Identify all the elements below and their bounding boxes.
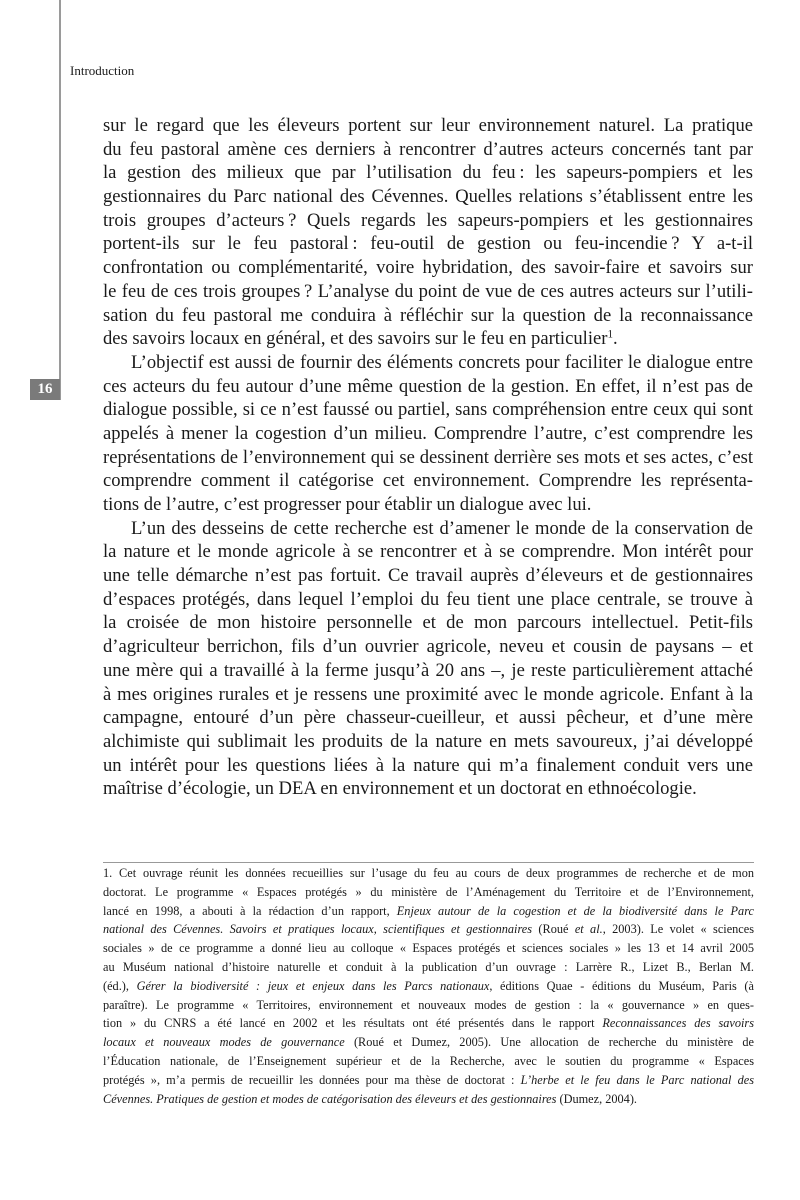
paragraph-line [103, 635, 753, 659]
text-run: comprendre comment il catégorise cet environnement. Comprendre les représenta- [103, 470, 753, 492]
footnote [103, 864, 754, 1108]
text-run: des savoirs locaux en général, et des savoirs sur le feu en particulier [103, 328, 608, 350]
footnote-line [103, 996, 754, 1015]
footnote-line [103, 1014, 754, 1033]
text-run: d’agriculteur berrichon, fils d’un ouvrier agricole, neveu et cousin de paysans – et [103, 636, 753, 658]
paragraph-line [103, 683, 753, 707]
text-run: la gestion des milieux que par l’utilisation du feu : les sapeurs-pompiers et les [103, 162, 753, 184]
footnote-line [103, 902, 754, 921]
text-run: un intérêt pour les questions liées à la nature qui m’a finalement conduit vers une [103, 754, 753, 776]
body-text [103, 114, 753, 801]
text-run: L’un des desseins de cette recherche est d’amener le monde de la conservation de [131, 517, 753, 539]
text-run: une telle démarche n’est pas fortuit. Ce travail auprès d’éleveurs et de gestionnaires [103, 565, 753, 587]
text-run: (Roué [532, 922, 575, 937]
text-run: alchimiste qui sublimait les produits de la nature en mets savoureux, j’ai développé [103, 730, 753, 752]
text-run: sur le regard que les éleveurs portent sur leur environnement naturel. La pratique [103, 115, 753, 136]
text-run: (Dumez, 2004). [556, 1091, 637, 1106]
footnote-line [103, 977, 754, 996]
paragraph-line [103, 375, 753, 399]
footnote-rule [103, 862, 754, 863]
text-run: trois groupes d’acteurs ? Quels regards les sapeurs-pompiers et les gestionnaires [103, 209, 753, 231]
paragraph-line [103, 588, 753, 612]
text-run: la nature et le monde agricole à se rencontrer et à se comprendre. Mon intérêt pour [103, 541, 753, 563]
text-run: du feu pastoral amène ces derniers à rencontrer d’autres acteurs concernés tant par [103, 138, 753, 160]
text-run: protégés », m’a permis de recueillir les données pour ma thèse de doctorat : [103, 1072, 521, 1087]
text-run: ces acteurs du feu autour d’une même question de la gestion. En effet, il n’est pas de [103, 375, 753, 397]
paragraph-line [103, 446, 753, 470]
paragraph-line [103, 777, 753, 801]
footnote-line [103, 939, 754, 958]
text-run: L’objectif est aussi de fournir des éléments concrets pour faciliter le dialogue entre [131, 351, 753, 373]
footnote-line [103, 920, 754, 939]
paragraph-line [103, 280, 753, 304]
text-run: sociales » de ce programme a donné lieu au colloque « Espaces protégés et sciences sociales » les 13 et 14 avril 2005 [103, 941, 754, 956]
text-run: maîtrise d’écologie, un DEA en environnement et un doctorat en ethnoécologie. [103, 778, 697, 800]
italic-text: et al. [574, 922, 603, 937]
paragraph-line [103, 185, 753, 209]
text-run: (éd.), [103, 978, 137, 993]
paragraph-line [103, 351, 753, 375]
footnote-line [103, 1090, 754, 1109]
paragraph-line [103, 422, 753, 446]
page-number-badge: 16 [30, 379, 60, 400]
paragraph-line [103, 754, 753, 778]
text-run: sation du feu pastoral me conduira à réfléchir sur la question de la reconnaissance [103, 304, 753, 326]
text-run: , 2003). Le volet « sciences [602, 922, 755, 937]
text-run: campagne, entouré d’un père chasseur-cueilleur, et aussi pêcheur, et d’une mère [103, 707, 753, 729]
text-run: une mère qui a travaillé à la ferme jusqu’à 20 ans –, je reste particulièrement attaché [103, 659, 753, 681]
footnote-line [103, 864, 754, 883]
text-run: représentations de l’environnement qui se dessinent derrière ses mots et ses actes, c’est [103, 446, 753, 468]
italic-text: Cévennes. Pratiques de gestion et modes de catégorisation des éleveurs et des gestionnaires [103, 1091, 557, 1106]
text-run: la croisée de mon histoire personnelle et de mon parcours intellectuel. Petit-fils [103, 612, 753, 634]
footnote-line [103, 1052, 754, 1071]
text-run: gestionnaires du Parc national des Cévennes. Quelles relations s’établissent entre les [103, 186, 753, 208]
text-run: tions de l’autre, c’est progresser pour établir un dialogue avec lui. [103, 494, 592, 515]
paragraph-line [103, 730, 753, 754]
italic-text: locaux et nouveaux modes de gouvernance [103, 1035, 345, 1050]
text-run: . [613, 328, 618, 350]
italic-text: national des Cévennes. Savoirs et pratiques locaux, scientifiques et gestionnaires [103, 922, 533, 937]
italic-text: Gérer la biodiversité : jeux et enjeux dans les Parcs nationaux [136, 978, 490, 993]
paragraph-line [103, 232, 753, 256]
paragraph-line [103, 611, 753, 635]
paragraph-line [103, 564, 753, 588]
text-run: appelés à mener la cogestion d’un milieu. Comprendre l’autre, c’est comprendre les [103, 422, 753, 444]
italic-text: Reconnaissances des savoirs [602, 1016, 755, 1031]
paragraph-line [103, 469, 753, 493]
text-run: tion » du CNRS a été lancé en 2002 et les résultats ont été présentés dans le rapport [103, 1016, 603, 1031]
paragraph-line [103, 304, 753, 328]
paragraph-line [103, 114, 753, 138]
footnote-line [103, 958, 754, 977]
footnote-reference[interactable]: 1 [607, 328, 614, 341]
text-run: , éditions Quae - éditions du Muséum, Paris (à [489, 978, 754, 993]
text-run: dialogue possible, si ce n’est faussé ou partiel, sans compréhension entre ceux qui sont [103, 399, 753, 421]
footnote-line [103, 883, 754, 902]
paragraph-line [103, 517, 753, 541]
text-run: d’espaces protégés, dans lequel l’emploi du feu tient une place centrale, se trouve à [103, 588, 753, 610]
text-run: paraître). Le programme « Territoires, environnement et nouveaux modes de gestion : la « gouvernance » en ques- [103, 997, 754, 1012]
footnote-line [103, 1071, 754, 1090]
paragraph-line [103, 493, 753, 517]
margin-rule [59, 0, 61, 400]
text-run: à mes origines rurales et je ressens une proximité avec le monde agricole. Enfant à la [103, 683, 753, 705]
text-run: 1. Cet ouvrage réunit les données recueillies sur l’usage du feu au cours de deux programmes de recherche et de mon [103, 866, 754, 880]
text-run: au Muséum national d’histoire naturelle et conduit à la publication d’un ouvrage : Larrère R., Lizet B., Berlan M. [103, 959, 754, 974]
paragraph-line [103, 327, 753, 351]
text-run: (Roué et Dumez, 2005). Une allocation de recherche du ministère de [344, 1035, 754, 1050]
text-run: confrontation ou complémentarité, voire hybridation, des savoir-faire et savoirs sur [103, 257, 753, 279]
italic-text: L’herbe et le feu dans le Parc national des [520, 1072, 754, 1087]
paragraph-line [103, 161, 753, 185]
paragraph-line [103, 659, 753, 683]
text-run: l’Éducation nationale, de l’Enseignement supérieur et de la Recherche, avec le soutien du programme « Espaces [103, 1053, 754, 1068]
text-run: le feu de ces trois groupes ? L’analyse du point de vue de ces autres acteurs sur l’utili- [103, 280, 753, 302]
paragraph-line [103, 209, 753, 233]
text-run: portent-ils sur le feu pastoral : feu-outil de gestion ou feu-incendie ? Y a-t-il [103, 233, 753, 255]
paragraph-line [103, 706, 753, 730]
italic-text: Enjeux autour de la cogestion et de la biodiversité dans le Parc [396, 903, 754, 918]
text-run: doctorat. Le programme « Espaces protégés » du ministère de l’Aménagement du Territoire et de l’Environnement, [103, 884, 754, 899]
paragraph-line [103, 398, 753, 422]
paragraph-line [103, 256, 753, 280]
paragraph-line [103, 138, 753, 162]
footnote-line [103, 1033, 754, 1052]
running-header: Introduction [70, 63, 135, 78]
paragraph-line [103, 540, 753, 564]
text-run: lancé en 1998, a abouti à la rédaction d’un rapport, [103, 903, 397, 918]
